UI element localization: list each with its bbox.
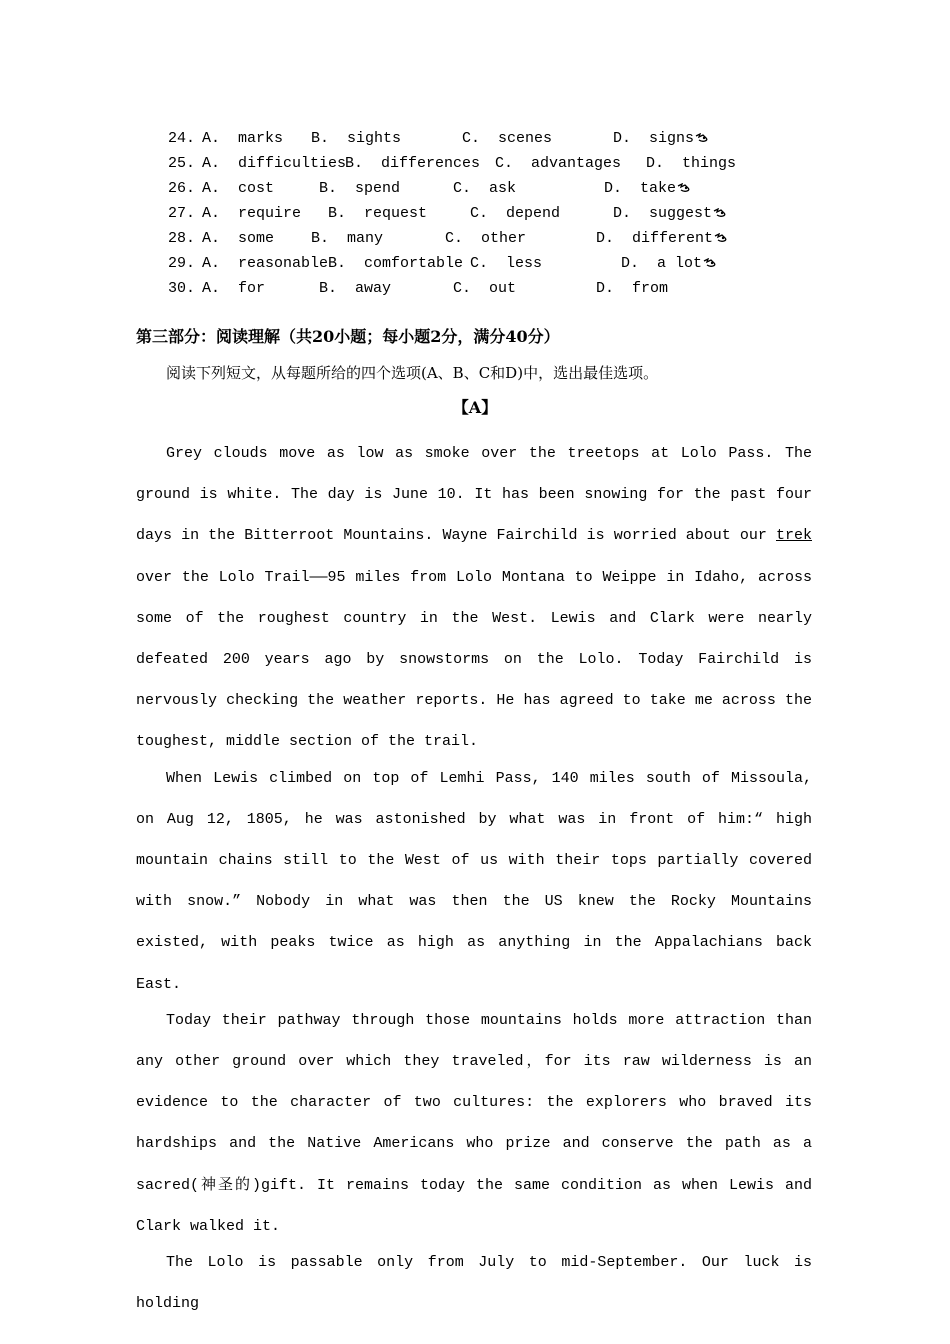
option-row (168, 126, 888, 151)
option-d: D. take (604, 176, 691, 201)
option-b: B. request (328, 205, 428, 222)
option-a: A. require (202, 205, 302, 222)
mark-icon (695, 133, 709, 143)
option-b: B. comfortable (328, 255, 464, 272)
option-c: C. out (453, 280, 517, 297)
question-number: 30. (168, 280, 196, 297)
option-b: B. many (311, 230, 384, 247)
option-c: C. depend (470, 205, 561, 222)
question-number: 25. (168, 155, 196, 172)
option-a: A. marks (202, 130, 284, 147)
option-b: B. away (319, 280, 392, 297)
option-row (168, 176, 888, 201)
option-b: B. sights (311, 130, 402, 147)
section-title: 第三部分：阅读理解（共20小题；每小题2分，满分40分） (136, 327, 560, 346)
option-a: A. reasonable (202, 255, 329, 272)
option-a: A. cost (202, 180, 275, 197)
option-b: B. differences (345, 155, 481, 172)
question-number: 26. (168, 180, 196, 197)
option-d: D. suggest (613, 201, 727, 226)
mark-icon (713, 208, 727, 218)
paragraph-4: The Lolo is passable only from July to mid-September. Our luck is holding (136, 1254, 812, 1313)
mark-icon (677, 183, 691, 193)
option-c: C. ask (453, 180, 517, 197)
paragraph-1: Grey clouds move as low as smoke over the treetops at Lolo Pass. The ground is white. The day is June 10. It has been snowing for the past four days in the Bitterroot Mountains. Wayne Fairchild is worried about our trek over the Lolo Trail——95 miles from Lolo Montana to Weippe in Idaho, across some of the roughest country in the West. Lewis and Clark were nearly defeated 200 years ago by snowstorms on the Lolo. Today Fairchild is nervously checking the weather reports. He has agreed to take me across the toughest, middle section of the trail. (136, 445, 812, 751)
paragraph-2: When Lewis climbed on top of Lemhi Pass, 140 miles south of Missoula, on Aug 12, 1805, he was astonished by what was in front of him:“ high mountain chains still to the West of us with their tops partially covered with snow.” Nobody in what was then the US knew the Rocky Mountains existed, with peaks twice as high as anything in the Appalachians back East. (136, 769, 812, 993)
option-c: C. other (445, 230, 527, 247)
option-row (168, 151, 888, 176)
option-c: C. advantages (495, 155, 622, 172)
question-number: 27. (168, 205, 196, 222)
option-c: C. less (470, 255, 543, 272)
reading-passage (136, 433, 812, 1319)
option-b: B. spend (319, 180, 401, 197)
option-row (168, 226, 888, 251)
mark-icon (703, 258, 717, 268)
option-c: C. scenes (462, 130, 553, 147)
underlined-word-trek: trek (775, 527, 812, 545)
question-number: 29. (168, 255, 196, 272)
question-number: 24. (168, 130, 196, 147)
option-d: D. a lot (621, 251, 717, 276)
option-d: D. things (646, 155, 737, 172)
option-a: A. for (202, 280, 266, 297)
question-number: 28. (168, 230, 196, 247)
option-row (168, 201, 888, 226)
option-d: D. from (596, 280, 669, 297)
option-a: A. difficulties (202, 155, 347, 172)
option-row (168, 276, 888, 301)
option-row (168, 251, 888, 276)
instructions: 阅读下列短文，从每题所给的四个选项(A、B、C和D)中，选出最佳选项。 (166, 364, 659, 382)
mark-icon (714, 233, 728, 243)
passage-label: 【A】 (452, 398, 498, 417)
option-d: D. signs (613, 126, 709, 151)
option-a: A. some (202, 230, 275, 247)
paragraph-3: Today their pathway through those mountains holds more attraction than any other ground over which they traveled，for its raw wilderness is an evidence to the character of two cultures: the explorers who braved its hardships and the Native Americans who prize and conserve the path as a sacred(神圣的)gift. It remains today the same condition as when Lewis and Clark walked it. (136, 1011, 812, 1235)
option-d: D. different (596, 226, 728, 251)
answer-options (168, 126, 888, 301)
